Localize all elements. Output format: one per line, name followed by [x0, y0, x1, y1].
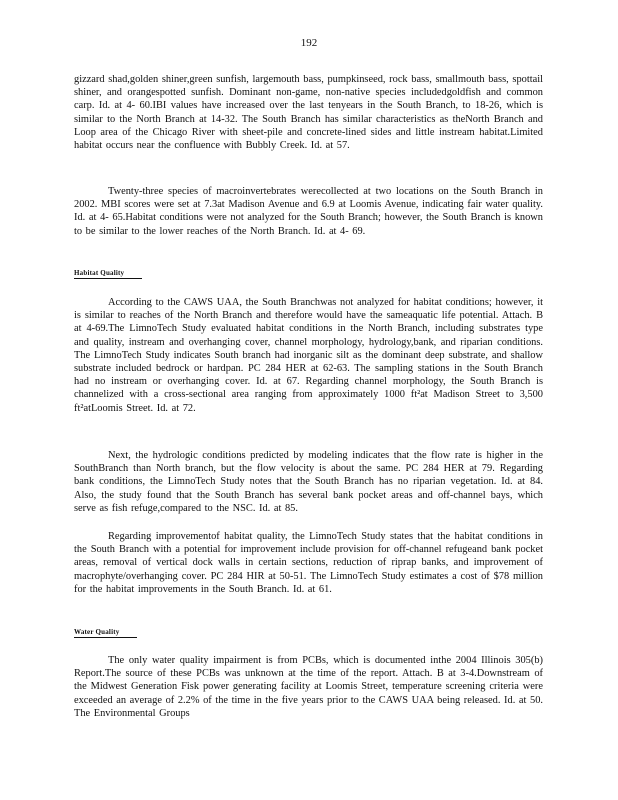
- paragraph-text: According to the CAWS UAA, the South Branchwas not analyzed for habitat conditions; however, it is similar to reaches of the North Branch and therefore would have the sameaquatic life potential. Attach. B at 4-69.The LimnoTech Study evaluated habitat conditions in the North Branch, including substrates type and quality, instream and overhanging cover, channel morphology, hydrology,bank, and riparian conditions. The LimnoTech Study indicates South branch had inorganic silt as the dominant deep substrate, and shallow substrate included bedrock or hardpan. PC 284 HER at 62-63. The sampling stations in the South Branch had no instream or overhanging cover. Id. at 67. Regarding channel morphology, the South Branch is channelized with a cross-sectional area ranging from approximately 1000 ft²at Madison Street to 3,500 ft²atLoomis Street. Id. at 72.: [74, 297, 543, 414]
- paragraph-text: Next, the hydrologic conditions predicted by modeling indicates that the flow rate is higher in the SouthBranch than North branch, but the flow velocity is about the same. PC 284 HER at 79. Regarding bank conditions, the LimnoTech Study notes that the South Branch has no riparian vegetation. Id. at 84. Also, the study found that the South Branch has several bank pocket areas and off-channel bays, which serve as fish refuge,compared to the NSC. Id. at 85.: [74, 450, 543, 514]
- paragraph-text: Twenty-three species of macroinvertebrates werecollected at two locations on the South Branch in 2002. MBI scores were set at 7.3at Madison Avenue and 6.9 at Loomis Avenue, indicating fair water quality. Id. at 4- 65.Habitat conditions were not analyzed for the South Branch; however, the South Branch is known to be similar to the lower reaches of the North Branch. Id. at 4- 69.: [74, 186, 543, 237]
- paragraph-text: gizzard shad,golden shiner,green sunfish, largemouth bass, pumpkinseed, rock bass, smallmouth bass, spottail shiner, and orangespotted sunfish. Dominant non-game, non-native species includedgoldfish and common carp. Id. at 4- 60.IBI values have increased over the last tenyears in the South Branch, to 18-26, which is similar to the North Branch at 14-32. The South Branch has similar characteristics as theNorth Branch and Loop area of the Chicago River with sheet-pile and concrete-lined sides and little instream habitat.Limited habitat occurs near the confluence with Bubbly Creek. Id. at 57.: [74, 74, 543, 152]
- paragraph-fish-species: [74, 73, 543, 152]
- paragraph-text: Regarding improvementof habitat quality, the LimnoTech Study states that the habitat conditions in the South Branch with a potential for improvement include provision for off-channel refugeand bank pocket areas, removal of vertical dock walls in certain sections, reduction of riprap banks, and improvement of macrophyte/overhanging cover. PC 284 HIR at 50-51. The LimnoTech Study estimates a cost of $78 million for the habitat improvements in the South Branch. Id. at 61.: [74, 531, 543, 595]
- paragraph-hydrologic-conditions: [74, 449, 543, 515]
- section-heading-habitat-quality: Habitat Quality: [74, 269, 142, 279]
- page-number: 192: [300, 37, 318, 49]
- paragraph-macroinvertebrates: [74, 185, 543, 238]
- paragraph-text: The only water quality impairment is from PCBs, which is documented inthe 2004 Illinois 305(b) Report.The source of these PCBs was unknown at the time of the report. Attach. B at 3-4.Downstream of the Midwest Generation Fisk power generating facility at Loomis Street, temperature screening criteria were exceeded an average of 2.2% of the time in the five years prior to the CAWS UAA being released. Id. at 50. The Environmental Groups: [74, 655, 543, 719]
- paragraph-water-quality: [74, 654, 543, 720]
- section-heading-water-quality: Water Quality: [74, 628, 137, 638]
- paragraph-habitat-improvement: [74, 530, 543, 596]
- paragraph-habitat-conditions: [74, 296, 543, 415]
